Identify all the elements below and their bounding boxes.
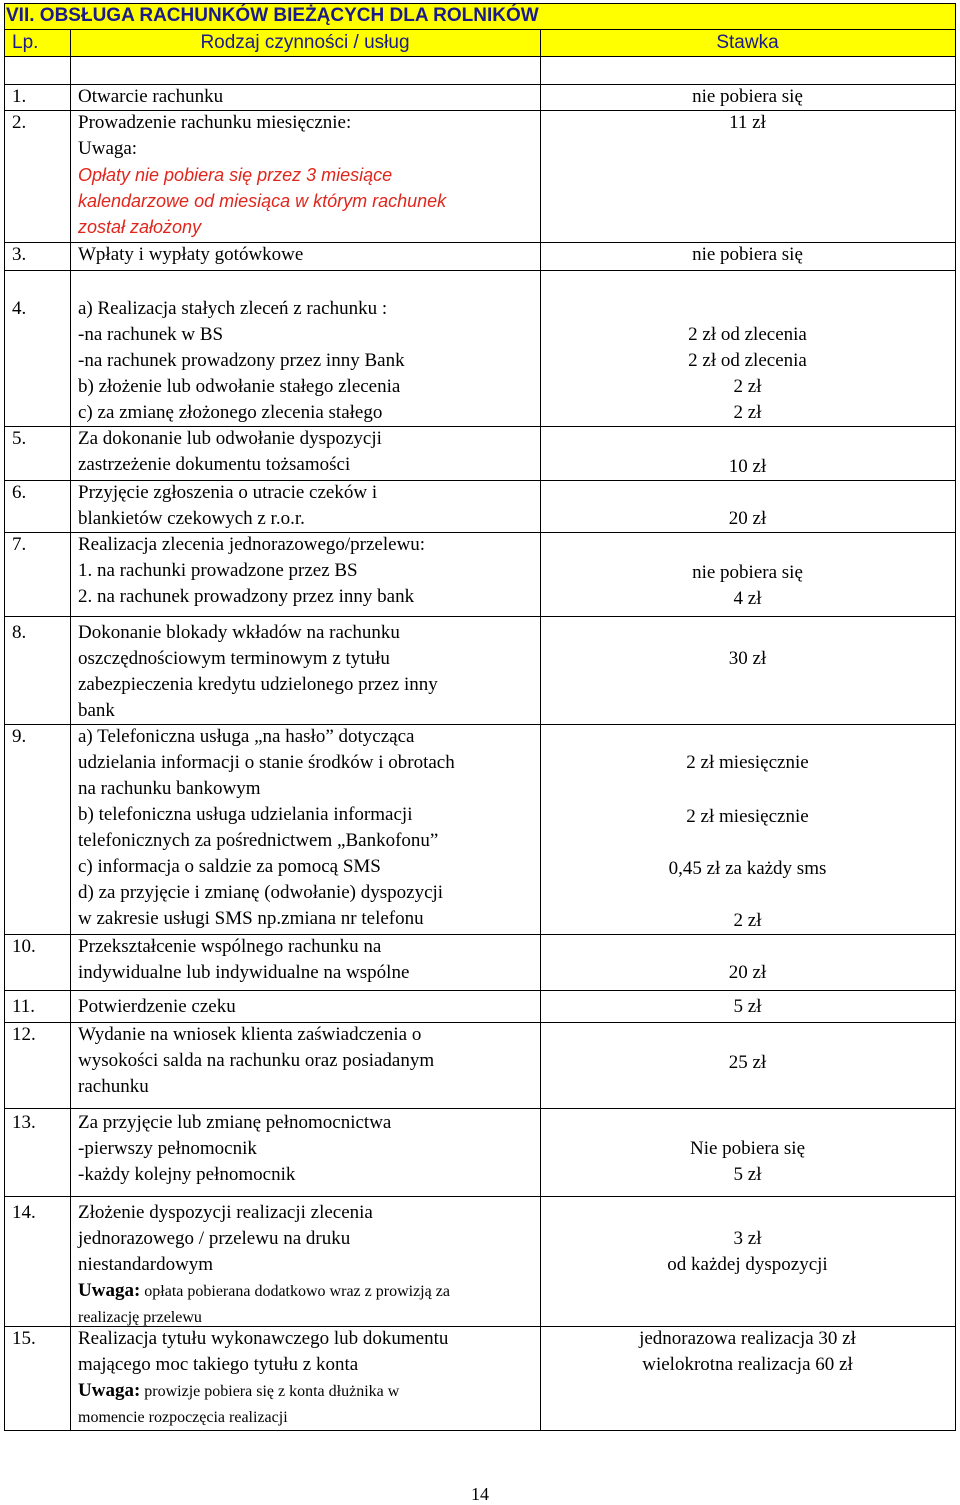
row-description (78, 934, 538, 986)
row-description (78, 110, 538, 240)
row-number: 15. (12, 1328, 36, 1349)
note-text: opłata pobierana dodatkowo wraz z prowizją za (140, 1283, 450, 1300)
row-number: 9. (12, 726, 27, 747)
row-rate: nie pobiera się (692, 562, 803, 583)
row-number: 6. (12, 482, 27, 503)
row-rate: 2 zł miesięcznie (686, 752, 809, 773)
description-line: Wpłaty i wypłaty gotówkowe (78, 244, 304, 265)
row-rate: 20 zł (728, 962, 767, 983)
header-lp: Lp. (4, 29, 78, 56)
description-line: c) informacja o saldzie za pomocą SMS (78, 856, 381, 877)
note-label: Uwaga: (78, 1380, 141, 1401)
row-rate: od każdej dyspozycji (667, 1254, 828, 1275)
note-text: prowizje pobiera się z konta dłużnika w (140, 1383, 400, 1400)
description-line: Przekształcenie wspólnego rachunku na (78, 936, 382, 957)
grid-line (955, 3, 956, 1431)
note-label: Uwaga: (78, 1280, 141, 1301)
row-number: 12. (12, 1024, 36, 1045)
row-number: 1. (12, 86, 27, 107)
description-line: telefonicznych za pośrednictwem „Bankofonu” (78, 830, 439, 851)
row-rate: 30 zł (728, 648, 767, 669)
note-text: realizację przelewu (78, 1309, 202, 1326)
grid-line (70, 29, 71, 1431)
row-description (78, 724, 538, 932)
row-number: 10. (12, 936, 36, 957)
description-line: indywidualne lub indywidualne na wspólne (78, 962, 410, 983)
description-line: b) złożenie lub odwołanie stałego zlecenia (78, 376, 401, 397)
row-number: 13. (12, 1112, 36, 1133)
row-separator (4, 990, 956, 991)
row-rate: 0,45 zł za każdy sms (668, 858, 827, 879)
note-text: Opłaty nie pobiera się przez 3 miesiące (78, 165, 393, 185)
row-number: 3. (12, 244, 27, 265)
row-rate: 2 zł od zlecenia (688, 324, 807, 345)
row-number: 8. (12, 622, 27, 643)
description-line: Za przyjęcie lub zmianę pełnomocnictwa (78, 1112, 392, 1133)
description-line: c) za zmianę złożonego zlecenia stałego (78, 402, 383, 423)
description-line: -pierwszy pełnomocnik (78, 1138, 257, 1159)
description-line: d) za przyjęcie i zmianę (odwołanie) dyspozycji (78, 882, 444, 903)
row-rate: nie pobiera się (692, 86, 803, 107)
row-rate: 3 zł (733, 1228, 762, 1249)
row-rate: 5 zł (733, 1164, 762, 1185)
note-line (78, 1378, 538, 1405)
note-line (78, 1278, 538, 1305)
grid-line (4, 56, 956, 57)
row-description (78, 1022, 538, 1100)
row-rate: 2 zł (733, 910, 762, 931)
note-text: kalendarzowe od miesiąca w którym rachunek (78, 191, 447, 211)
description-line: w zakresie usługi SMS np.zmiana nr telefonu (78, 908, 424, 929)
row-separator (4, 616, 956, 617)
grid-line (540, 29, 541, 1431)
row-rate: jednorazowa realizacja 30 zł (639, 1328, 856, 1349)
note-line (78, 136, 538, 162)
description-line: Przyjęcie zgłoszenia o utracie czeków i (78, 482, 378, 503)
row-rate: wielokrotna realizacja 60 zł (642, 1354, 853, 1375)
description-line: bank (78, 700, 115, 721)
row-description (78, 1110, 538, 1188)
description-line: a) Telefoniczna usługa „na hasło” dotycząca (78, 726, 415, 747)
row-rate: 2 zł miesięcznie (686, 806, 809, 827)
row-rate: 2 zł od zlecenia (688, 350, 807, 371)
row-separator (4, 1196, 956, 1197)
row-separator (4, 270, 956, 271)
description-line: na rachunku bankowym (78, 778, 261, 799)
description-line: zastrzeżenie dokumentu tożsamości (78, 454, 351, 475)
description-line: jednorazowego / przelewu na druku (78, 1228, 351, 1249)
description-line: Prowadzenie rachunku miesięcznie: (78, 112, 352, 133)
description-line: 2. na rachunek prowadzony przez inny bank (78, 586, 415, 607)
description-line: mającego moc takiego tytułu z konta (78, 1354, 359, 1375)
description-line: wysokości salda na rachunku oraz posiadanym (78, 1050, 435, 1071)
row-rate: 2 zł (733, 402, 762, 423)
page-number: 14 (471, 1484, 489, 1504)
header-kind: Rodzaj czynności / usług (70, 29, 540, 56)
grid-line (4, 29, 956, 30)
description-line: Otwarcie rachunku (78, 86, 224, 107)
row-number: 7. (12, 534, 27, 555)
description-line: 1. na rachunki prowadzone przez BS (78, 560, 358, 581)
description-line: b) telefoniczna usługa udzielania informacji (78, 804, 413, 825)
row-number: 4. (12, 298, 27, 319)
row-number: 2. (12, 112, 27, 133)
description-line: Dokonanie blokady wkładów na rachunku (78, 622, 400, 643)
grid-line (4, 3, 5, 1431)
description-line: -każdy kolejny pełnomocnik (78, 1164, 296, 1185)
row-number: 5. (12, 428, 27, 449)
note-label: Uwaga: (78, 138, 138, 159)
row-description (78, 1326, 538, 1431)
description-line: Wydanie na wniosek klienta zaświadczenia o (78, 1024, 422, 1045)
description-line: a) Realizacja stałych zleceń z rachunku : (78, 298, 388, 319)
row-number: 14. (12, 1202, 36, 1223)
description-line: niestandardowym (78, 1254, 214, 1275)
row-description (78, 84, 538, 110)
row-rate: 4 zł (733, 588, 762, 609)
row-rate: 11 zł (729, 112, 766, 133)
row-description (78, 1200, 538, 1331)
row-description (78, 994, 538, 1020)
note-text: momencie rozpoczęcia realizacji (78, 1409, 288, 1426)
row-number: 11. (12, 996, 36, 1017)
description-line: Realizacja tytułu wykonawczego lub dokumentu (78, 1328, 449, 1349)
row-description (78, 532, 538, 610)
description-line: oszczędnościowym terminowym z tytułu (78, 648, 390, 669)
row-description (78, 242, 538, 268)
row-description (78, 620, 538, 724)
description-line: Realizacja zlecenia jednorazowego/przelewu: (78, 534, 426, 555)
note-text: został założony (78, 217, 202, 237)
description-line: Za dokonanie lub odwołanie dyspozycji (78, 428, 382, 449)
row-rate: 5 zł (733, 996, 762, 1017)
description-line: blankietów czekowych z r.o.r. (78, 508, 305, 529)
row-rate: nie pobiera się (692, 244, 803, 265)
row-description (78, 480, 538, 532)
grid-line (4, 3, 956, 4)
description-line: -na rachunek prowadzony przez inny Bank (78, 350, 405, 371)
row-rate: 20 zł (728, 508, 767, 529)
description-line: udzielania informacji o stanie środków i obrotach (78, 752, 455, 773)
row-separator (4, 1108, 956, 1109)
header-rate: Stawka (540, 29, 955, 56)
description-line: zabezpieczenia kredytu udzielonego przez inny (78, 674, 438, 695)
row-rate: 10 zł (728, 456, 767, 477)
row-rate: 2 zł (733, 376, 762, 397)
row-rate: 25 zł (728, 1052, 767, 1073)
row-description (78, 296, 538, 426)
description-line: Potwierdzenie czeku (78, 996, 236, 1017)
description-line: Złożenie dyspozycji realizacji zlecenia (78, 1202, 373, 1223)
description-line: rachunku (78, 1076, 149, 1097)
row-description (78, 426, 538, 478)
row-rate: Nie pobiera się (689, 1138, 805, 1159)
section-title: VII. OBSŁUGA RACHUNKÓW BIEŻĄCYCH DLA ROLNIKÓW (4, 3, 956, 29)
description-line: -na rachunek w BS (78, 324, 224, 345)
